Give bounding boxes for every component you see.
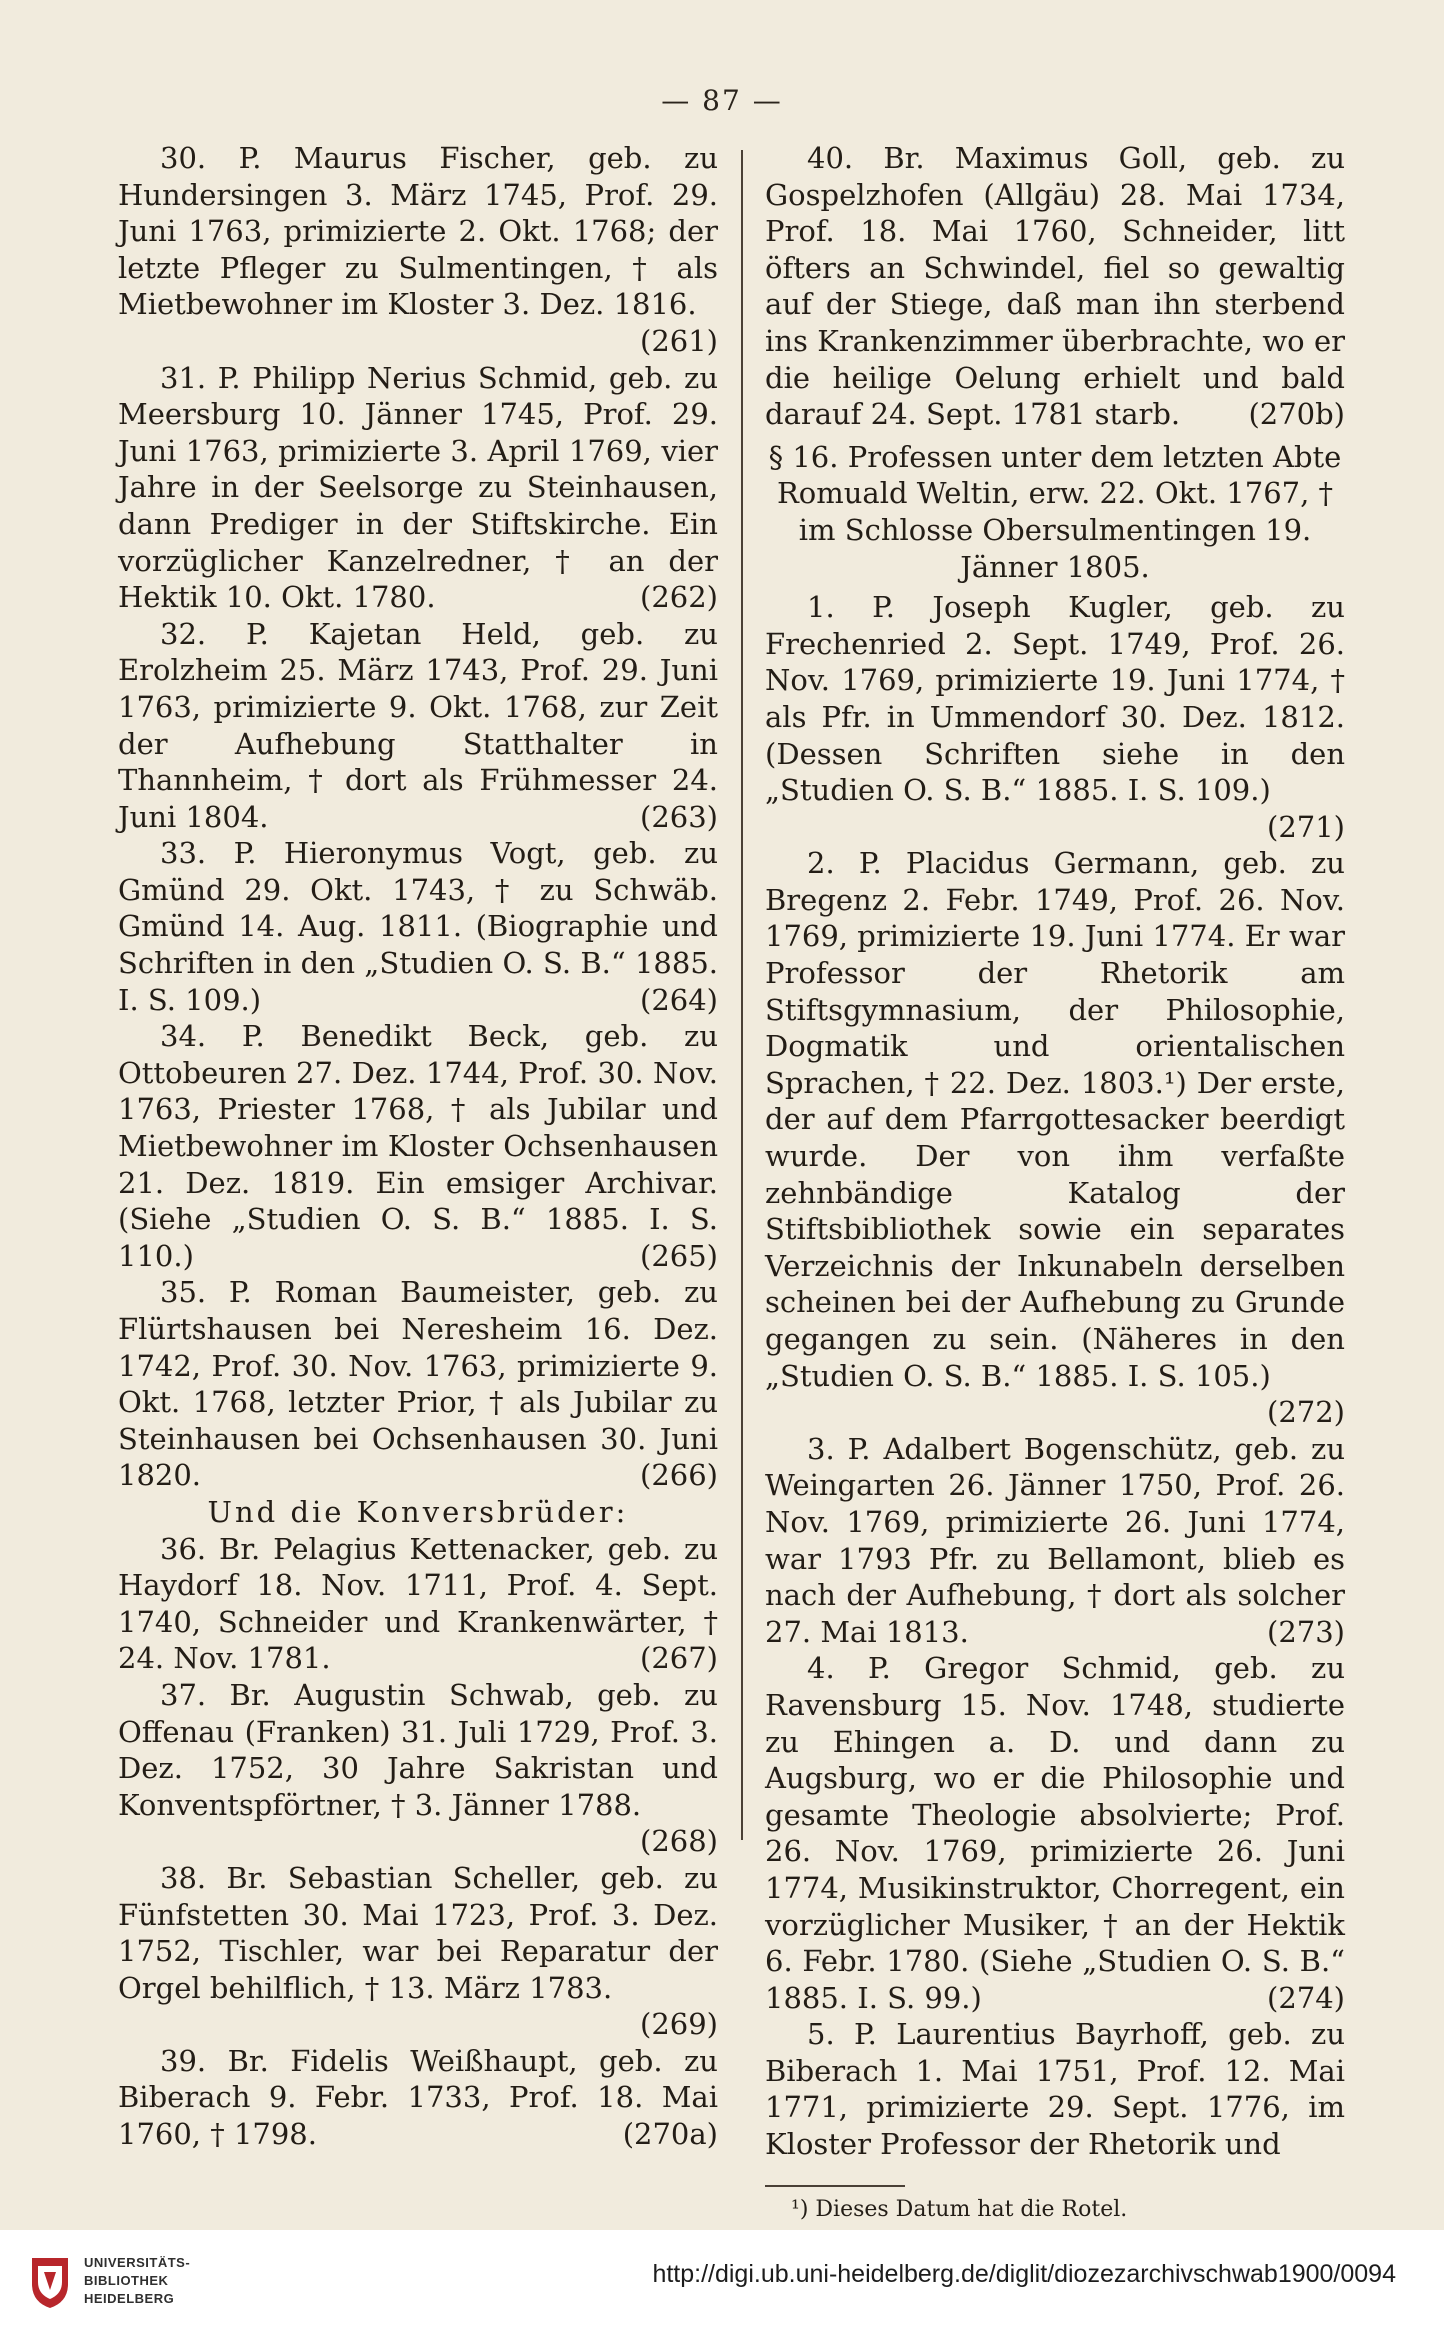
entry-number: (269) — [640, 2007, 718, 2042]
footnote-rule — [765, 2185, 905, 2187]
section-heading: Und die Konversbrüder: — [207, 1494, 629, 1529]
column-divider — [741, 150, 743, 1840]
entry-text: 37. Br. Augustin Schwab, geb. zu Offenau (Franken) 31. Juli 1729, Prof. 3. Dez. 1752, 30 Jahre Sakristan und Konventspförtner, † 3. Jänner 1788. — [118, 1677, 718, 1822]
left-column — [118, 140, 718, 2153]
register-entry — [765, 140, 1345, 433]
entry-text: 40. Br. Maximus Goll, geb. zu Gospelzhofen (Allgäu) 28. Mai 1734, Prof. 18. Mai 1760, Schneider, litt öfters an Schwindel, fiel so gewaltig auf der Stiege, daß man ihn sterbend ins Krankenzimmer überbrachte, wo er die heilige Oelung erhielt und bald darauf 24. Sept. 1781 starb. — [765, 141, 1345, 432]
library-name-line: UNIVERSITÄTS- — [84, 2255, 191, 2270]
register-entry — [118, 1274, 718, 1494]
entry-number: (262) — [640, 580, 718, 615]
register-entry — [765, 589, 1345, 845]
register-entry — [118, 140, 718, 360]
register-entry — [118, 616, 718, 836]
entry-number: (272) — [1267, 1395, 1345, 1430]
section-heading: § 16. Professen unter dem letzten Abte Romuald Weltin, erw. 22. Okt. 1767, † im Schlosse Obersulmentingen 19. Jänner 1805. — [768, 439, 1342, 584]
entry-number: (270a) — [622, 2117, 718, 2152]
entry-text: 36. Br. Pelagius Kettenacker, geb. zu Haydorf 18. Nov. 1711, Prof. 4. Sept. 1740, Schneider und Krankenwärter, † 24. Nov. 1781. — [118, 1531, 718, 1676]
entry-text: 33. P. Hieronymus Vogt, geb. zu Gmünd 29. Okt. 1743, † zu Schwäb. Gmünd 14. Aug. 1811. (Biographie und Schriften in den „Studien O. S. B.“ 1885. I. S. 109.) — [118, 836, 718, 1017]
entry-number: (266) — [640, 1458, 718, 1493]
entry-text: 1. P. Joseph Kugler, geb. zu Frechenried 2. Sept. 1749, Prof. 26. Nov. 1769, primizierte 19. Juni 1774, † als Pfr. in Ummendorf 30. Dez. 1812. (Dessen Schriften siehe in den „Studien O. S. B.“ 1885. I. S. 109.) — [765, 590, 1345, 808]
entry-text: 4. P. Gregor Schmid, geb. zu Ravensburg 15. Nov. 1748, studierte zu Ehingen a. D. und dann zu Augsburg, wo er die Philosophie und gesamte Theologie absolvierte; Prof. 26. Nov. 1769, primizierte 26. Juni 1774, Musikinstruktor, Chorregent, ein vorzüglicher Musiker, † an der Hektik 6. Febr. 1780. (Siehe „Studien O. S. B.“ 1885. I. S. 99.) — [765, 1651, 1345, 2015]
source-url-link[interactable]: http://digi.ub.uni-heidelberg.de/diglit/diozezarchivschwab1900/0094 — [652, 2260, 1396, 2288]
entry-text: 5. P. Laurentius Bayrhoff, geb. zu Biberach 1. Mai 1751, Prof. 12. Mai 1771, primizierte 29. Sept. 1776, im Kloster Professor der Rhetorik und — [765, 2017, 1345, 2162]
right-column — [765, 140, 1345, 2225]
register-entry — [765, 845, 1345, 1431]
entry-number: (264) — [640, 982, 718, 1017]
entry-text: 34. P. Benedikt Beck, geb. zu Ottobeuren 27. Dez. 1744, Prof. 30. Nov. 1763, Priester 1768, † als Jubilar und Mietbewohner im Kloster Ochsenhausen 21. Dez. 1819. Ein emsiger Archivar. (Siehe „Studien O. S. B.“ 1885. I. S. 110.) — [118, 1019, 718, 1273]
entry-text: 39. Br. Fidelis Weißhaupt, geb. zu Biberach 9. Febr. 1733, Prof. 18. Mai 1760, † 1798. — [118, 2043, 718, 2152]
entry-number: (270b) — [1248, 397, 1345, 432]
register-entry — [118, 1677, 718, 1860]
entry-number: (271) — [1267, 809, 1345, 844]
register-entry — [118, 360, 718, 616]
entry-text: 2. P. Placidus Germann, geb. zu Bregenz 2. Febr. 1749, Prof. 26. Nov. 1769, primizierte 19. Juni 1774. Er war Professor der Rhetorik am Stiftsgymnasium, der Philosophie, Dogmatik und orientalischen Sprachen, † 22. Dez. 1803.¹) Der erste, der auf dem Pfarrgottesacker beerdigt wurde. Der von ihm verfaßte zehnbändige Katalog der Stiftsbibliothek sowie ein separates Verzeichnis der Inkunabeln derselben scheinen bei der Aufhebung zu Grunde gegangen zu sein. (Näheres in den „Studien O. S. B.“ 1885. I. S. 105.) — [765, 846, 1345, 1393]
entry-number: (267) — [640, 1641, 718, 1676]
entry-text: 35. P. Roman Baumeister, geb. zu Flürtshausen bei Neresheim 16. Dez. 1742, Prof. 30. Nov. 1763, primizierte 9. Okt. 1768, letzter Prior, † als Jubilar zu Steinhausen bei Ochsenhausen 30. Juni 1820. — [118, 1275, 718, 1493]
library-name-line: HEIDELBERG — [84, 2291, 175, 2306]
register-entry — [118, 835, 718, 1018]
heidelberg-seal-icon — [28, 2254, 72, 2310]
register-entry — [118, 1860, 718, 2043]
entry-text: 3. P. Adalbert Bogenschütz, geb. zu Weingarten 26. Jänner 1750, Prof. 26. Nov. 1769, primizierte 26. Juni 1774, war 1793 Pfr. zu Bellamont, blieb es nach der Aufhebung, † dort als solcher 27. Mai 1813. — [765, 1431, 1345, 1649]
library-name — [84, 2254, 190, 2308]
register-entry — [765, 1650, 1345, 2016]
entry-number: (273) — [1267, 1614, 1345, 1649]
register-entry — [765, 1431, 1345, 1651]
register-entry — [118, 1018, 718, 1274]
entry-text: 31. P. Philipp Nerius Schmid, geb. zu Meersburg 10. Jänner 1745, Prof. 29. Juni 1763, primizierte 3. April 1769, vier Jahre in der Seelsorge zu Steinhausen, dann Prediger in der Stiftskirche. Ein vorzüglicher Kanzelredner, † an der Hektik 10. Okt. 1780. — [118, 360, 718, 615]
library-name-line: BIBLIOTHEK — [84, 2273, 169, 2288]
footer-bar — [0, 2230, 1444, 2337]
entry-number: (268) — [640, 1824, 718, 1859]
footnote: ¹) Dieses Datum hat die Rotel. — [791, 2196, 1128, 2222]
entry-number: (274) — [1267, 1980, 1345, 2015]
entry-text: 38. Br. Sebastian Scheller, geb. zu Fünfstetten 30. Mai 1723, Prof. 3. Dez. 1752, Tischler, war bei Reparatur der Orgel behilflich, † 13. März 1783. — [118, 1860, 718, 2005]
entry-number: (263) — [640, 799, 718, 834]
register-entry — [765, 2016, 1345, 2162]
page-number: — 87 — — [661, 84, 783, 117]
entry-number: (261) — [640, 323, 718, 358]
register-entry — [118, 2043, 718, 2153]
entry-number: (265) — [640, 1238, 718, 1273]
entry-text: 32. P. Kajetan Held, geb. zu Erolzheim 25. März 1743, Prof. 29. Juni 1763, primizierte 9. Okt. 1768, zur Zeit der Aufhebung Statthalter in Thannheim, † dort als Frühmesser 24. Juni 1804. — [118, 616, 718, 834]
entry-text: 30. P. Maurus Fischer, geb. zu Hundersingen 3. März 1745, Prof. 29. Juni 1763, primizierte 2. Okt. 1768; der letzte Pfleger zu Sulmentingen, † als Mietbewohner im Kloster 3. Dez. 1816. — [118, 141, 718, 322]
register-entry — [118, 1531, 718, 1677]
